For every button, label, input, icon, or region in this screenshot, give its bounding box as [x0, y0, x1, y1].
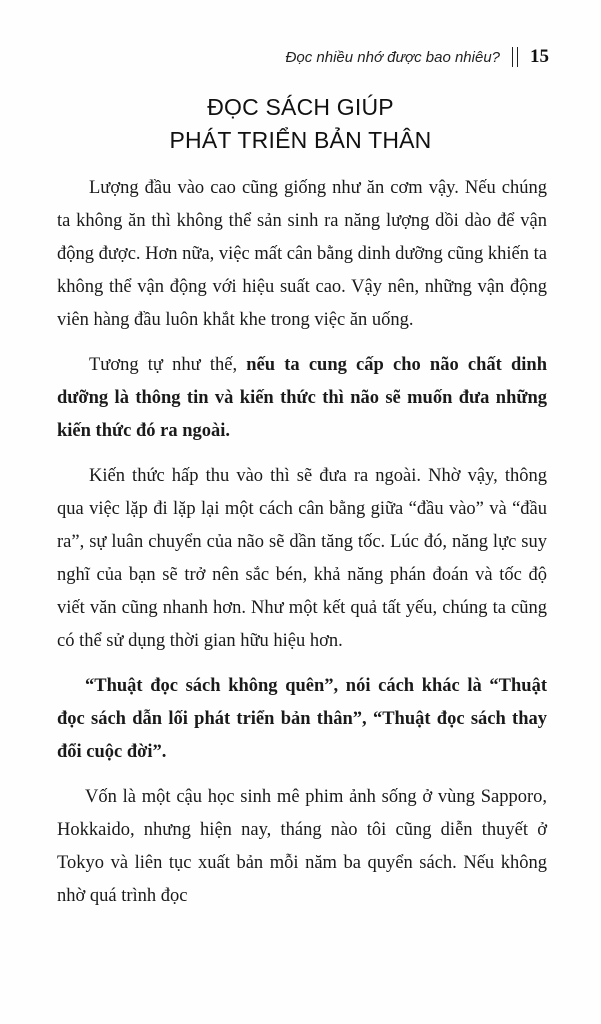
running-title: Đọc nhiều nhớ được bao nhiêu?	[285, 48, 500, 66]
paragraph-2-intro: Tương tự như thế,	[89, 355, 247, 375]
header-double-rule	[512, 47, 518, 67]
chapter-title-line-1: ĐỌC SÁCH GIÚP	[207, 94, 394, 120]
running-header	[286, 46, 549, 68]
paragraph-4: “Thuật đọc sách không quên”, nói cách khác là “Thuật đọc sách dẫn lối phát triển bản thân”, “Thuật đọc sách thay đổi cuộc đời”.	[57, 676, 547, 762]
paragraph-3: Kiến thức hấp thu vào thì sẽ đưa ra ngoài. Nhờ vậy, thông qua việc lặp đi lặp lại một cách cân bằng giữa “đầu vào” và “đầu ra”, sự luân chuyển của não sẽ dần tăng tốc. Lúc đó, năng lực suy nghĩ của bạn sẽ trở nên sắc bén, khả năng phán đoán và tốc độ viết văn cũng nhanh hơn. Như một kết quả tất yếu, chúng ta cũng có thể sử dụng thời gian hữu hiệu hơn.	[57, 466, 547, 651]
paragraph-1: Lượng đầu vào cao cũng giống như ăn cơm vậy. Nếu chúng ta không ăn thì không thể sản sinh ra năng lượng dồi dào để vận động được. Hơn nữa, việc mất cân bằng dinh dưỡng cũng khiến ta không thể vận động với hiệu suất cao. Vậy nên, những vận động viên hàng đầu luôn khắt khe trong việc ăn uống.	[57, 178, 547, 330]
paragraph-2	[57, 349, 547, 448]
body-text	[57, 172, 547, 925]
paragraph-2-emphasis: nếu ta cung cấp cho não chất dinh dưỡng là thông tin và kiến thức thì não sẽ muốn đưa những kiến thức đó ra ngoài.	[57, 355, 547, 441]
chapter-title	[0, 91, 601, 157]
page-number: 15	[530, 46, 549, 67]
paragraph-5: Vốn là một cậu học sinh mê phim ảnh sống ở vùng Sapporo, Hokkaido, nhưng hiện nay, tháng nào tôi cũng diễn thuyết ở Tokyo và liên tục xuất bản mỗi năm ba quyển sách. Nếu không nhờ quá trình đọc	[57, 787, 547, 906]
chapter-title-line-2: PHÁT TRIỂN BẢN THÂN	[169, 127, 432, 153]
